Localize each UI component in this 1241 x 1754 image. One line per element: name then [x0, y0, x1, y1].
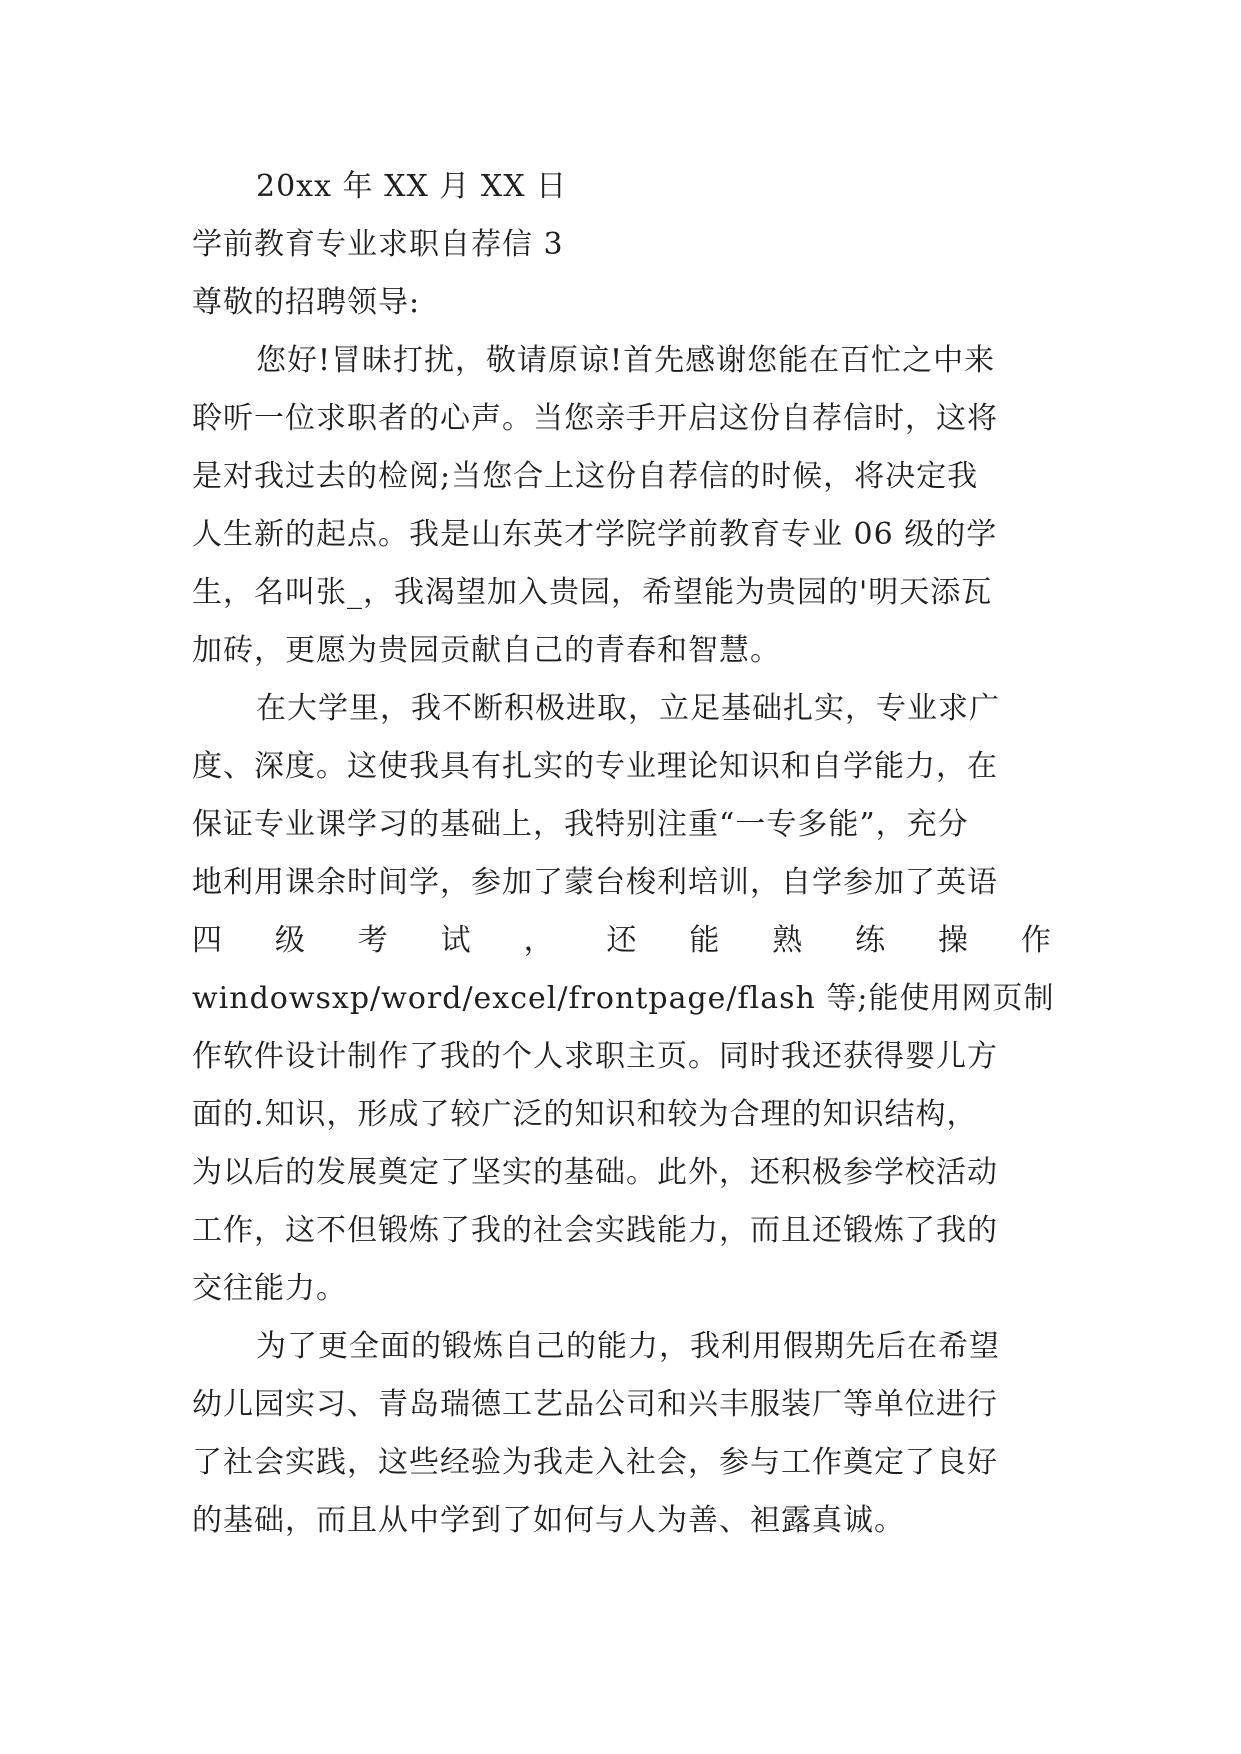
- paragraph-line: 交往能力。: [192, 1271, 347, 1306]
- paragraph-line: 聆听一位求职者的心声。当您亲手开启这份自荐信时，这将: [192, 401, 998, 436]
- paragraph-line: windowsxp/word/excel/frontpage/flash 等;能使用网页制: [192, 981, 1055, 1016]
- paragraph-line: 的基础，而且从中学到了如何与人为善、袒露真诚。: [192, 1503, 905, 1538]
- spread-char: ，: [523, 923, 555, 958]
- spread-char: 还: [606, 923, 638, 958]
- spread-char: 操: [938, 923, 970, 958]
- paragraph-line: 地利用课余时间学，参加了蒙台梭利培训，自学参加了英语: [192, 865, 998, 900]
- paragraph-line: 生，名叫张_，我渴望加入贵园，希望能为贵园的'明天添瓦: [192, 575, 993, 610]
- paragraph-line: 了社会实践，这些经验为我走入社会，参与工作奠定了良好: [192, 1445, 998, 1480]
- spread-char: 能: [689, 923, 721, 958]
- spread-char: 作: [1020, 923, 1052, 958]
- paragraph-line: 是对我过去的检阅;当您合上这份自荐信的时候，将决定我: [192, 459, 979, 494]
- paragraph-line: 您好!冒昧打扰，敬请原谅!首先感谢您能在百忙之中来: [256, 343, 996, 378]
- spread-char: 练: [855, 923, 887, 958]
- spread-char: 级: [274, 923, 306, 958]
- letter-date: 20xx 年 XX 月 XX 日: [256, 169, 568, 204]
- paragraph-line: 工作，这不但锻炼了我的社会实践能力，而且还锻炼了我的: [192, 1213, 998, 1248]
- spread-justified-line: [192, 912, 1052, 970]
- paragraph-line: 度、深度。这使我具有扎实的专业理论知识和自学能力，在: [192, 749, 998, 784]
- paragraph-line: 在大学里，我不断积极进取，立足基础扎实，专业求广: [256, 691, 1000, 726]
- paragraph-line: 保证专业课学习的基础上，我特别注重“一专多能”，充分: [192, 807, 969, 842]
- spread-char: 试: [440, 923, 472, 958]
- paragraph-line: 加砖，更愿为贵园贡献自己的青春和智慧。: [192, 633, 781, 668]
- spread-char: 考: [357, 923, 389, 958]
- paragraph-line: 幼儿园实习、青岛瑞德工艺品公司和兴丰服装厂等单位进行: [192, 1387, 998, 1422]
- paragraph-line: 面的.知识，形成了较广泛的知识和较为合理的知识结构，: [192, 1097, 978, 1132]
- letter-salutation: 尊敬的招聘领导:: [192, 285, 421, 320]
- paragraph-line: 作软件设计制作了我的个人求职主页。同时我还获得婴儿方: [192, 1039, 998, 1074]
- letter-title: 学前教育专业求职自荐信 3: [192, 227, 564, 262]
- spread-char: 熟: [772, 923, 804, 958]
- spread-char: 四: [192, 923, 223, 958]
- letter-body: [192, 158, 1055, 1550]
- paragraph-line: 为以后的发展奠定了坚实的基础。此外，还积极参学校活动: [192, 1155, 998, 1190]
- paragraph-line: 人生新的起点。我是山东英才学院学前教育专业 06 级的学: [192, 517, 998, 552]
- paragraph-line: 为了更全面的锻炼自己的能力，我利用假期先后在希望: [256, 1329, 1000, 1364]
